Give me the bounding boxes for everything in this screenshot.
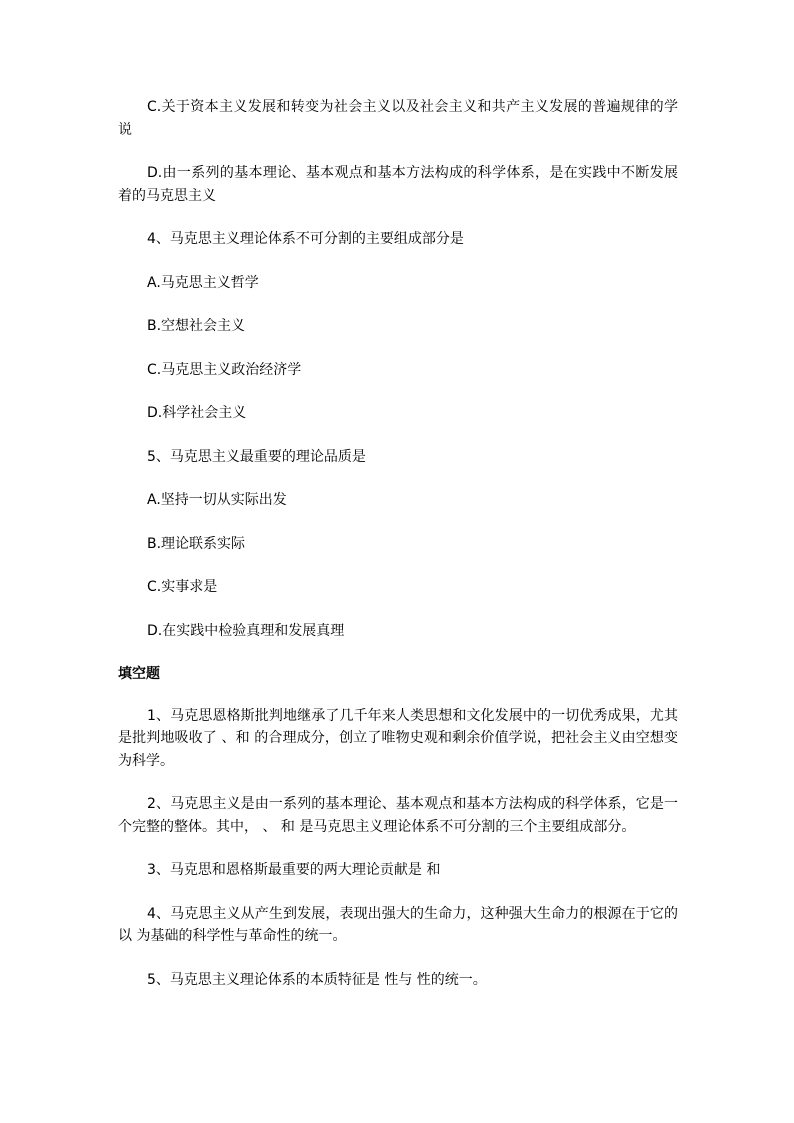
fill-blank-item-3: 3、马克思和恩格斯最重要的两大理论贡献是 和 [147, 862, 441, 878]
q3-option-c: C.关于资本主义发展和转变为社会主义以及社会主义和共产主义发展的普遍规律的学说 [118, 99, 678, 138]
fill-blank-item-1: 1、马克思恩格斯批判地继承了几千年来人类思想和文化发展中的一切优秀成果，尤其是批判地吸收了 、和 的合理成分，创立了唯物史观和剩余价值学说，把社会主义由空想变为科学。 [118, 707, 678, 769]
q3-option-d: D.由一系列的基本理论、基本观点和基本方法构成的科学体系，是在实践中不断发展着的马克思主义 [118, 165, 678, 204]
q4-option-a: A.马克思主义哲学 [147, 274, 259, 291]
document-page [118, 96, 678, 1012]
fill-blank-item-4: 4、马克思主义从产生到发展，表现出强大的生命力，这种强大生命力的根源在于它的以 为基础的科学性与革命性的统一。 [118, 905, 678, 944]
q5-option-c: C.实事求是 [147, 579, 218, 595]
fill-blank-heading: 填空题 [118, 666, 160, 682]
fill-blank-item-5: 5、马克思主义理论体系的本质特征是 性与 性的统一。 [147, 971, 487, 988]
q4-option-b: B.空想社会主义 [147, 318, 246, 334]
q4-question: 4、马克思主义理论体系不可分割的主要组成部分是 [147, 231, 464, 247]
q5-question: 5、马克思主义最重要的理论品质是 [147, 448, 366, 465]
q4-option-d: D.科学社会主义 [147, 405, 247, 421]
q5-option-a: A.坚持一切从实际出发 [147, 492, 287, 508]
fill-blank-item-2: 2、马克思主义是由一系列的基本理论、基本观点和基本方法构成的科学体系，它是一个完整的整体。其中， 、 和 是马克思主义理论体系不可分割的三个主要组成部分。 [118, 796, 678, 835]
q5-option-b: B.理论联系实际 [147, 535, 246, 552]
q5-option-d: D.在实践中检验真理和发展真理 [147, 622, 345, 639]
q4-option-c: C.马克思主义政治经济学 [147, 361, 302, 378]
